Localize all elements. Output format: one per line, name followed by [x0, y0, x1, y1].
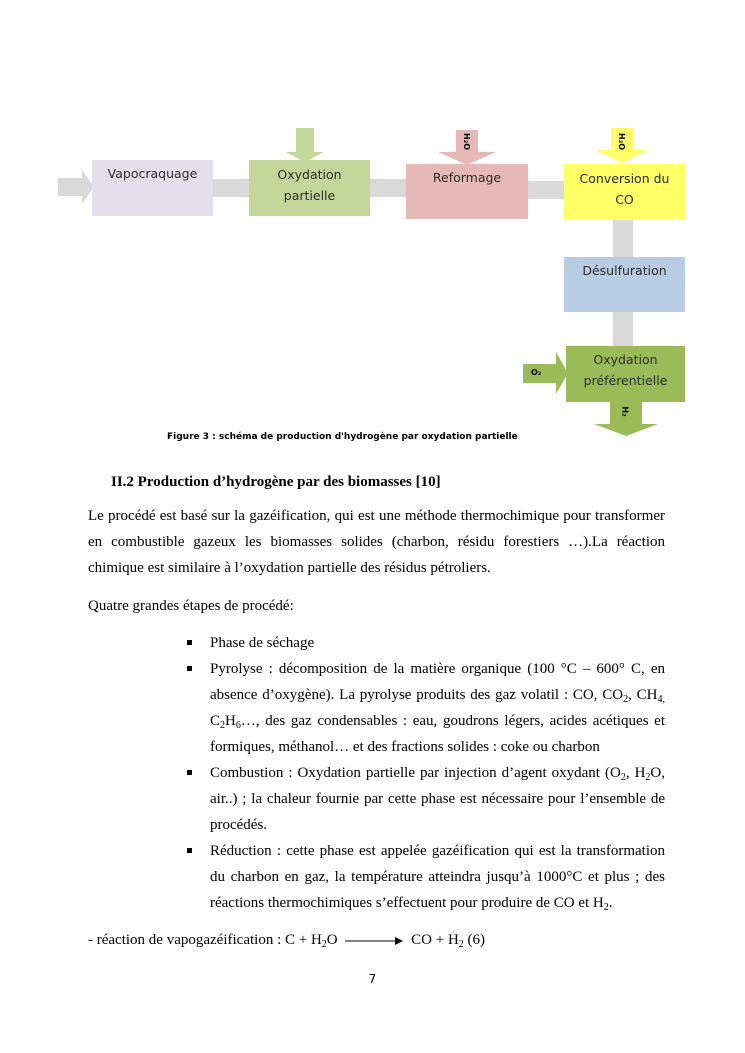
bullet-icon	[187, 640, 192, 645]
vapocraquage-label: Vapocraquage	[107, 166, 198, 181]
oxydation-label-line1: Oxydation	[277, 167, 342, 182]
conversion-label-line2: CO	[615, 192, 634, 207]
reformage-box	[406, 164, 528, 219]
list-item	[185, 838, 665, 916]
oxygen-input-arrow	[286, 128, 324, 162]
prefox-label-line2: préférentielle	[583, 373, 668, 388]
oxydation-label-line2: partielle	[283, 188, 336, 203]
connector-1	[213, 179, 249, 197]
desulfuration-box	[564, 257, 685, 312]
oxygen-prefox-arrow	[523, 352, 568, 394]
oxydation-preferentielle-box	[566, 346, 685, 402]
list-item	[185, 760, 665, 838]
reaction-number: (6)	[463, 932, 486, 948]
connector-5	[613, 312, 633, 346]
list-item	[185, 656, 665, 760]
reformage-label: Reformage	[432, 170, 502, 185]
oxydation-partielle-box	[249, 160, 370, 216]
process-steps-list	[185, 630, 665, 916]
conversion-label-line1: Conversion du	[579, 171, 670, 186]
hydrogen-output-arrow	[594, 400, 658, 436]
intro-paragraph	[88, 503, 665, 581]
step-sechage: Phase de séchage	[210, 635, 315, 651]
connector-4	[613, 220, 633, 257]
hydrogen-output-label: H₂	[620, 406, 630, 417]
steps-intro	[88, 593, 665, 619]
reaction-equation: - réaction de vapogazéification : $C + H_2O$ CO + $H_2$ (6)	[88, 932, 486, 950]
step-combustion: Combustion : Oxydation partielle par injection d’agent oxydant ($O_2$, $H_2O$, air..) ; la chaleur fournie par cette phase est nécessaire pour l’ensemble de procédés.	[210, 765, 665, 833]
bullet-icon	[187, 770, 192, 775]
figure-caption: Figure 3 : schéma de production d'hydrogène par oxydation partielle	[167, 432, 518, 442]
connector-2	[370, 179, 406, 197]
page-number: 7	[368, 972, 377, 986]
prefox-label-line1: Oxydation	[593, 352, 658, 367]
connector-3	[528, 181, 564, 199]
reformage-water-label: H₂O	[462, 133, 471, 150]
conversion-co-box	[564, 164, 685, 220]
input-arrow	[58, 170, 94, 204]
steps-intro-text: Quatre grandes étapes de procédé:	[88, 598, 294, 614]
step-pyrolyse: Pyrolyse : décomposition de la matière organique (100 °C – 600° C, en absence d’oxygène). La pyrolyse produits des gaz volatil : CO, $CO_2$, $CH_{4,}$ $C_2H_6\dots$, des gaz condensables : eau, goudrons légers, acides acétiques et formiques, méthanol… et des fractions solides : coke ou charbon	[210, 661, 665, 755]
process-diagram	[0, 0, 745, 460]
bullet-icon	[187, 848, 192, 853]
reaction-reactant-end: O	[326, 932, 338, 948]
intro-text: Le procédé est basé sur la gazéification, qui est une méthode thermochimique pour transformer en combustible gazeux les biomasses solides (charbon, résidu forestiers …).La réaction chimique est similaire à l’oxydation partielle des résidus pétroliers.	[88, 508, 665, 576]
reaction-reactants: - réaction de vapogazéification : C + H	[88, 932, 322, 948]
reaction-products: CO + H	[411, 932, 459, 948]
desulfuration-label: Désulfuration	[582, 263, 667, 278]
section-heading: II.2 Production d’hydrogène par des biomasses [10]	[111, 474, 441, 490]
reaction-arrow-icon	[345, 936, 403, 946]
list-item	[185, 630, 665, 656]
bullet-icon	[187, 666, 192, 671]
step-reduction: Réduction : cette phase est appelée gazéification qui est la transformation du charbon en gaz, la température atteindra jusqu’à 1000°C et plus ; des réactions thermochimiques s’effectuent pour produire de CO et $H_2$.	[210, 843, 665, 913]
vapocraquage-box	[92, 160, 213, 216]
conversion-water-label: H₂O	[617, 133, 626, 150]
prefox-oxygen-label: O₂	[531, 368, 542, 377]
